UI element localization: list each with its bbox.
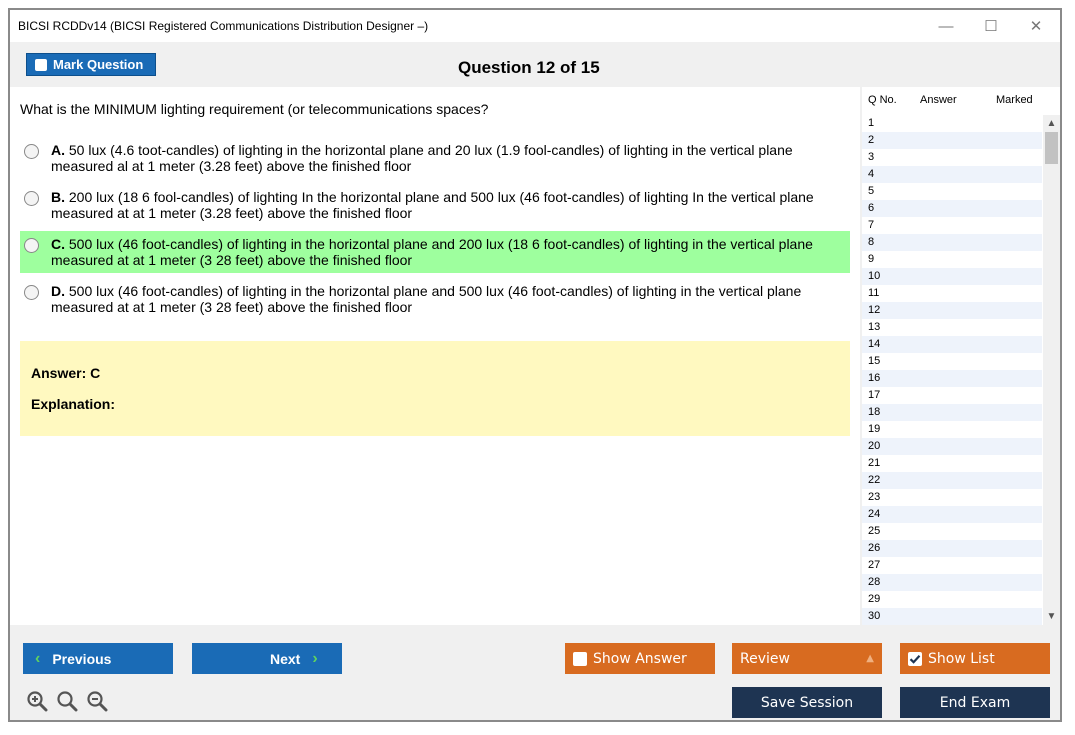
option-text: 500 lux (46 foot-candles) of lighting in the horizontal plane and 500 lux (46 foot-candles) of lighting in the vertical plane measured at at 1 meter (3 28 feet) above the finished floor xyxy=(51,283,802,315)
chevron-left-icon: ‹ xyxy=(35,649,41,667)
next-button[interactable] xyxy=(192,643,342,674)
title-bar xyxy=(10,10,1060,42)
question-list xyxy=(862,115,1042,625)
chevron-right-icon: › xyxy=(312,649,318,667)
answer-box xyxy=(20,341,850,436)
list-item[interactable]: 15 xyxy=(868,355,881,367)
option-a[interactable] xyxy=(20,137,850,179)
list-item[interactable]: 26 xyxy=(862,540,1042,557)
answer-line: Answer: C xyxy=(31,365,101,381)
option-text: 500 lux (46 foot-candles) of lighting in the horizontal plane and 200 lux (18 6 foot-candles) of lighting in the vertical plane measured at at 1 meter (3 28 feet) above the finished floor xyxy=(51,236,813,268)
list-item[interactable]: 20 xyxy=(862,438,1042,455)
list-item[interactable]: 7 xyxy=(868,219,875,231)
option-b[interactable] xyxy=(20,184,850,226)
show-answer-button[interactable] xyxy=(565,643,715,674)
list-item[interactable]: 23 xyxy=(868,491,881,503)
question-counter: Question 12 of 15 xyxy=(458,58,600,77)
option-letter: C. xyxy=(51,236,65,252)
question-panel xyxy=(10,87,860,625)
option-text: 200 lux (18 6 fool-candles) of lighting In the horizontal plane and 500 lux (46 foot-candles) of lighting In the vertical plane measured at at 1 meter (3.28 feet) above the finished floor xyxy=(51,189,814,221)
previous-label: Previous xyxy=(52,650,112,667)
list-item[interactable]: 21 xyxy=(868,457,881,469)
qno-header: Q No. xyxy=(868,94,897,106)
previous-button[interactable] xyxy=(23,643,173,674)
list-item[interactable]: 22 xyxy=(862,472,1042,489)
list-item[interactable]: 2 xyxy=(862,132,1042,149)
scroll-down-icon[interactable]: ▼ xyxy=(1046,611,1057,622)
review-dropdown[interactable] xyxy=(732,643,882,674)
save-session-button[interactable]: Save Session xyxy=(732,687,882,718)
checked-checkbox-icon xyxy=(908,652,922,666)
end-exam-button[interactable]: End Exam xyxy=(900,687,1050,718)
zoom-in-icon[interactable] xyxy=(26,690,48,712)
list-item[interactable]: 19 xyxy=(868,423,881,435)
mark-question-button[interactable] xyxy=(26,53,156,76)
show-list-button[interactable] xyxy=(900,643,1050,674)
list-item[interactable]: 29 xyxy=(868,593,881,605)
explanation-label: Explanation: xyxy=(31,396,116,412)
radio-button-b[interactable] xyxy=(24,191,39,206)
radio-button-a[interactable] xyxy=(24,144,39,159)
option-d[interactable] xyxy=(20,278,850,320)
list-item[interactable]: 10 xyxy=(862,268,1042,285)
option-letter: D. xyxy=(51,283,65,299)
zoom-reset-icon[interactable] xyxy=(56,690,78,712)
minimize-button[interactable]: — xyxy=(938,17,954,35)
show-list-label: Show List xyxy=(928,650,995,667)
mark-question-label: Mark Question xyxy=(53,57,144,72)
next-label: Next xyxy=(270,650,301,667)
marked-header: Marked xyxy=(996,94,1033,106)
list-item[interactable]: 5 xyxy=(868,185,875,197)
list-item[interactable]: 14 xyxy=(862,336,1042,353)
bottom-toolbar xyxy=(10,625,1060,722)
option-c[interactable] xyxy=(20,231,850,273)
list-item[interactable]: 8 xyxy=(862,234,1042,251)
window-title: BICSI RCDDv14 (BICSI Registered Communications Distribution Designer –) xyxy=(18,19,429,33)
question-list-panel xyxy=(862,87,1060,625)
list-item[interactable]: 3 xyxy=(868,151,875,163)
list-item[interactable]: 25 xyxy=(868,525,881,537)
list-item[interactable]: 18 xyxy=(862,404,1042,421)
dropdown-arrow-icon: ▲ xyxy=(866,653,874,664)
zoom-out-icon[interactable] xyxy=(86,690,108,712)
scroll-thumb[interactable] xyxy=(1045,132,1058,164)
list-item[interactable]: 12 xyxy=(862,302,1042,319)
option-text: 50 lux (4.6 toot-candles) of lighting in the horizontal plane and 20 lux (1.9 fool-candles) of lighting in the vertical plane measured al at 1 meter (3.28 feet) above the finished floor xyxy=(51,142,793,174)
list-item[interactable]: 17 xyxy=(868,389,881,401)
scrollbar[interactable] xyxy=(1043,115,1060,625)
list-item[interactable]: 30 xyxy=(862,608,1042,625)
checkbox-icon xyxy=(35,59,47,71)
list-item[interactable]: 6 xyxy=(862,200,1042,217)
answer-header: Answer xyxy=(920,94,957,106)
list-item[interactable]: 1 xyxy=(868,117,875,129)
question-list-header xyxy=(862,87,1060,113)
radio-button-c[interactable] xyxy=(24,238,39,253)
maximize-button[interactable]: ☐ xyxy=(984,18,998,35)
show-answer-label: Show Answer xyxy=(593,650,687,667)
list-item[interactable]: 4 xyxy=(862,166,1042,183)
app-window xyxy=(8,8,1062,722)
list-item[interactable]: 27 xyxy=(868,559,881,571)
top-toolbar xyxy=(10,42,1060,87)
list-item[interactable]: 11 xyxy=(868,287,880,299)
option-letter: B. xyxy=(51,189,65,205)
list-item[interactable]: 13 xyxy=(868,321,881,333)
scroll-up-icon[interactable]: ▲ xyxy=(1046,118,1057,129)
review-label: Review xyxy=(740,650,790,667)
list-item[interactable]: 24 xyxy=(862,506,1042,523)
checkbox-icon xyxy=(573,652,587,666)
question-text: What is the MINIMUM lighting requirement (or telecommunications spaces? xyxy=(20,101,489,117)
list-item[interactable]: 16 xyxy=(862,370,1042,387)
list-item[interactable]: 28 xyxy=(862,574,1042,591)
radio-button-d[interactable] xyxy=(24,285,39,300)
list-item[interactable]: 9 xyxy=(868,253,875,265)
option-letter: A. xyxy=(51,142,65,158)
close-button[interactable]: ✕ xyxy=(1029,18,1043,35)
